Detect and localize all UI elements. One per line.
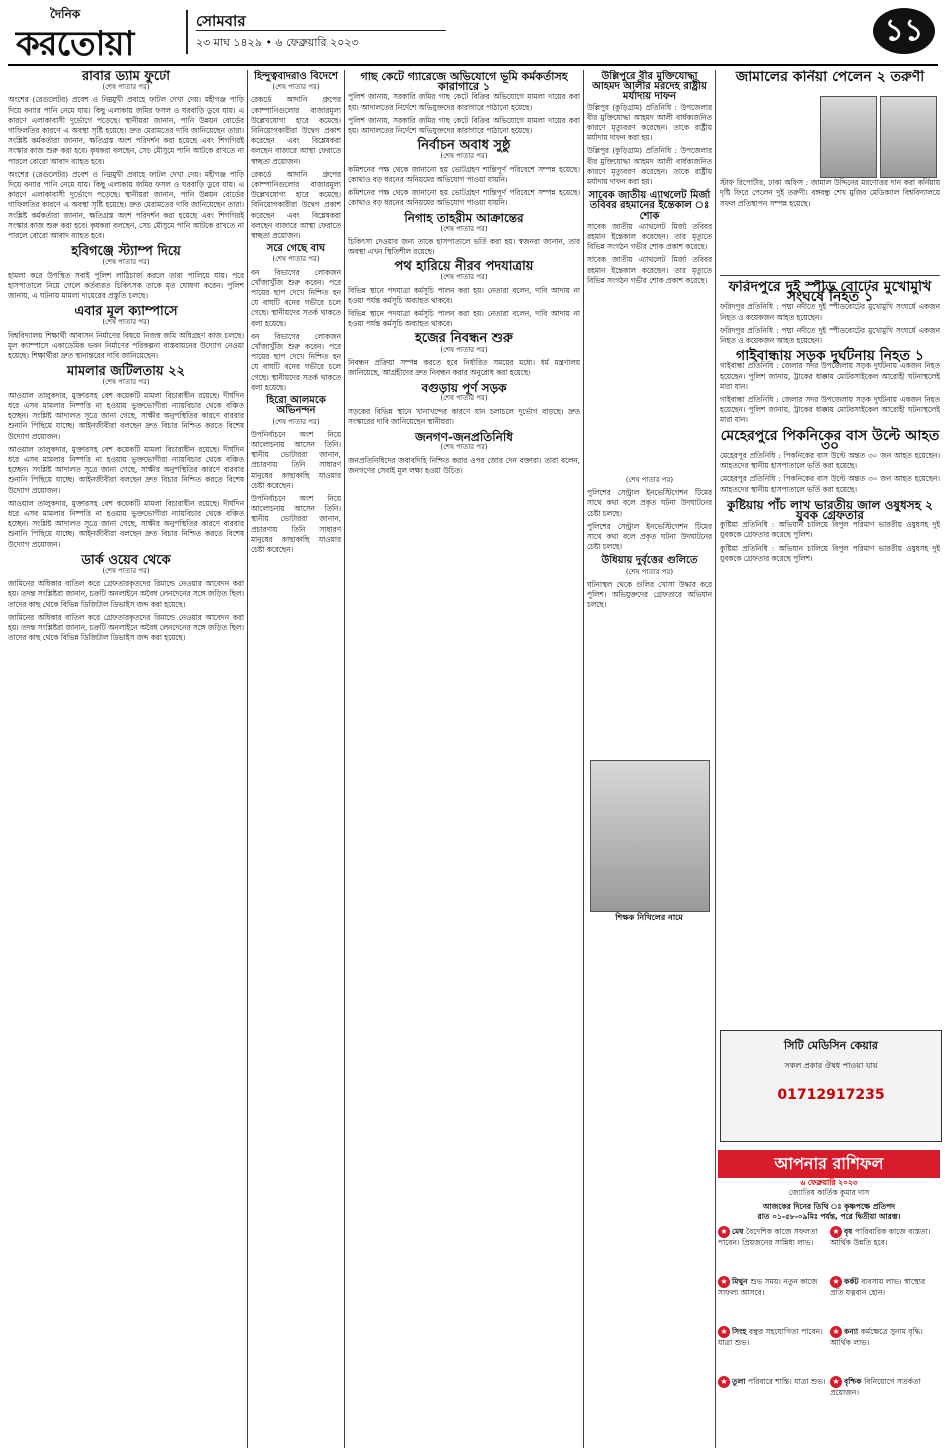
article-body: বিভিন্ন স্থানে পদযাত্রা কর্মসূচি পালন করা হয়। নেতারা বলেন, দাবি আদায় না হওয়া পর্যন্ত কর্মসূচি অব্যাহত থাকবে। (348, 309, 580, 329)
column-3 (348, 70, 580, 1448)
article-body: বন বিভাগের লোকজন খোঁজাখুঁজি শুরু করেন। পরে পায়ের ছাপ দেখে নিশ্চিত হন যে বাঘটি বনের গভীরে চলে গেছে। স্থানীয়দের সতর্ক থাকতে বলা হয়েছে। (251, 331, 341, 392)
article-body: আওয়াল তালুকদার, মুক্তারসহ বেশ কয়েকটি মামলা বিচারাধীন রয়েছে। দীর্ঘদিন ধরে এসব মামলার নিষ্পত্তি না হওয়ায় ভুক্তভোগীরা ন্যায়বিচার থেকে বঞ্চিত হচ্ছেন। সংশ্লিষ্ট আদালত সূত্রে জানা গেছে, সাক্ষীর অনুপস্থিতির কারণে বারবার শুনানি পিছিয়ে যাচ্ছে। আইনজীবীরা বলছেন দ্রুত বিচার নিশ্চিত করতে বিশেষ উদ্যোগ প্রয়োজন। (8, 498, 244, 549)
article-sub: (শেষ পাতার পর) (102, 318, 150, 327)
article-title: ফরিদপুরে দুই স্পীড বোটের মুখোমুখি সংঘর্ষে নিহত ১ (728, 280, 932, 306)
column-2 (251, 70, 341, 1448)
article-body: আওয়াল তালুকদার, মুক্তারসহ বেশ কয়েকটি মামলা বিচারাধীন রয়েছে। দীর্ঘদিন ধরে এসব মামলার নিষ্পত্তি না হওয়ায় ভুক্তভোগীরা ন্যায়বিচার থেকে বঞ্চিত হচ্ছেন। সংশ্লিষ্ট আদালত সূত্রে জানা গেছে, সাক্ষীর অনুপস্থিতির কারণে বারবার শুনানি পিছিয়ে যাচ্ছে। আইনজীবীরা বলছেন দ্রুত বিচার নিশ্চিত করতে বিশেষ উদ্যোগ প্রয়োজন। (8, 390, 244, 441)
article-title: উল্লিপুরে বীর মুক্তিযোদ্ধা আহমদ আলীর মরদেহ রাষ্ট্রীয় মর্যাদায় দাফন (592, 71, 707, 103)
article-body: মেহেরপুর প্রতিনিধি : পিকনিকের বাস উল্টে অন্তত ৩০ জন আহত হয়েছেন। আহতদের স্থানীয় হাসপাতালে ভর্তি করা হয়েছে। (720, 474, 940, 494)
zodiac-icon: ★ (830, 1226, 842, 1238)
sign-text: বৈদেশিক কাজে সফলতা পাবেন। প্রিয়জনের সান্নিধ্য লাভ। (718, 1227, 818, 1247)
article-body: ফরিদপুর প্রতিনিধি : পদ্মা নদীতে দুই স্পীডবোটের মুখোমুখি সংঘর্ষে একজন নিহত ও কয়েকজন আহত হয়েছেন। (720, 325, 940, 346)
masthead (0, 0, 945, 62)
horoscope-date: ৬ ফেব্রুয়ারি ২০২৩ (800, 1178, 858, 1187)
horoscope-tithi: আজকের দিনের তিথি ঃ কৃষ্ণপক্ষে প্রতিপদ (762, 1202, 896, 1211)
article-title: জামালের কর্নিয়া পেলেন ২ তরুণী (735, 70, 925, 85)
article-title: মেহেরপুরে পিকনিকের বাস উল্টে আহত ৩০ (720, 427, 940, 454)
article-title: গাছ কেটে গ্যারেজে অভিযোগে ভূমি কর্মকর্তাসহ কারাগারে ১ (360, 70, 568, 94)
article-body: উল্লিপুর (কুড়িগ্রাম) প্রতিনিধি : উপজেলার বীর মুক্তিযোদ্ধা আহমদ আলী বার্ধক্যজনিত কারণে মৃত্যুবরণ করেছেন। তাকে রাষ্ট্রীয় মর্যাদায় দাফন করা হয়। (587, 102, 712, 143)
sign-text: ব্যবসায় লাভ। স্বাস্থ্যের প্রতি যত্নবান হোন। (830, 1277, 926, 1297)
article-title: নিগাহ তাহরীম আক্রান্তের (404, 211, 524, 226)
article-body: পুলিশ জানায়, সরকারি জমির গাছ কেটে বিক্রির অভিযোগে মামলা দায়ের করা হয়। আদালতের নির্দেশে অভিযুক্তদের কারাগারে পাঠানো হয়েছে। (348, 115, 580, 136)
article-body: চিকিৎসা দেওয়ার জন্য তাকে হাসপাতালে ভর্তি করা হয়। স্বজনরা জানান, তার অবস্থা এখন স্থিতিশীল রয়েছে। (348, 236, 580, 257)
article-body: পুলিশের সেন্ট্রাল ইনভেস্টিগেশন টিমের সাথে কথা বলে প্রকৃত ঘটনা উদঘাটনের চেষ্টা চলছে। (587, 521, 712, 552)
article-body: কমিশনের পক্ষ থেকে জানানো হয় ভোটগ্রহণ শান্তিপূর্ণ পরিবেশে সম্পন্ন হয়েছে। কোথাও বড় ধরনের অনিয়মের অভিযোগ পাওয়া যায়নি। (348, 188, 580, 208)
article-body: সাবেক জাতীয় এ্যাথলেট মির্জা তবিবর রহমান ইন্তেকাল করেছেন। তার মৃত্যুতে বিভিন্ন সংগঠন গভীর শোক প্রকাশ করেছে। (587, 255, 712, 285)
article-sub: (শেষ পাতার পর) (625, 476, 674, 485)
article-body: বিভিন্ন স্থানে পদযাত্রা কর্মসূচি পালন করা হয়। নেতারা বলেন, দাবি আদায় না হওয়া পর্যন্ত কর্মসূচি অব্যাহত থাকবে। (348, 285, 580, 305)
sign-text: বন্ধুর সহযোগিতা পাবেন। যাত্রা শুভ। (718, 1327, 823, 1347)
article-sub: (শেষ পাতার পর) (102, 378, 150, 387)
article-body: আওয়াল তালুকদার, মুক্তারসহ বেশ কয়েকটি মামলা বিচারাধীন রয়েছে। দীর্ঘদিন ধরে এসব মামলার নিষ্পত্তি না হওয়ায় ভুক্তভোগীরা ন্যায়বিচার থেকে বঞ্চিত হচ্ছেন। সংশ্লিষ্ট আদালত সূত্রে জানা গেছে, সাক্ষীর অনুপস্থিতির কারণে বারবার শুনানি পিছিয়ে যাচ্ছে। আইনজীবীরা বলছেন দ্রুত বিচার নিশ্চিত করতে বিশেষ উদ্যোগ প্রয়োজন। (8, 444, 244, 495)
article-title: সাবেক জাতীয় এ্যাথলেট মির্জা তবিবর রহমানের ইন্তেকাল ঃ শোক (588, 190, 711, 222)
article-title: ডার্ক ওয়েব থেকে (81, 552, 171, 568)
article-sub: (শেষ পাতার পর) (440, 273, 488, 282)
article-body: মেহেরপুর প্রতিনিধি : পিকনিকের বাস উল্টে অন্তত ৩০ জন আহত হয়েছেন। আহতদের স্থানীয় হাসপাতালে ভর্তি করা হয়েছে। (720, 451, 940, 471)
article-sub: (শেষ পাতার পর) (440, 152, 488, 161)
masthead-bottom-rule (8, 64, 938, 66)
ad-phone: 01712917235 (777, 1087, 885, 1103)
article-body: হামলা করে উপস্থিত সবাই পুলিশ লাঠিচার্জ করলে তারা পালিয়ে যায়। পরে হাসপাতালে নিয়ে গেলে কর্তব্যরত চিকিৎসক তাকে মৃত ঘোষণা করেন। পুলিশ জানায়, এ ঘটনায় মামলা দায়েরের প্রস্তুতি চলছে। (8, 270, 244, 301)
zodiac-icon: ★ (830, 1326, 842, 1338)
newspaper-logo (12, 6, 180, 64)
article-body: জামিনের অধিকার বাতিল করে গ্রেফতারকৃতদের রিমান্ডে নেওয়ার আবেদন করা হয়। তদন্ত সংশ্লিষ্টরা জানান, চক্রটি অনলাইনে অবৈধ লেনদেনের সঙ্গে জড়িত ছিল। তাদের কাছ থেকে বিভিন্ন ডিজিটাল ডিভাইস জব্দ করা হয়েছে। (8, 579, 244, 609)
sign-text: পারিবারিক কাজে ব্যস্ততা। আর্থিক উন্নতি হবে। (830, 1227, 931, 1247)
horoscope-sign (718, 1376, 828, 1440)
article-sub: (শেষ পাতার পর) (102, 258, 150, 267)
article-title: বগুড়ায় পূর্ণ সড়ক (421, 381, 507, 396)
article-body: জামিনের অধিকার বাতিল করে গ্রেফতারকৃতদের রিমান্ডে নেওয়ার আবেদন করা হয়। তদন্ত সংশ্লিষ্টরা জানান, চক্রটি অনলাইনে অবৈধ লেনদেনের সঙ্গে জড়িত ছিল। তাদের কাছ থেকে বিভিন্ন ডিজিটাল ডিভাইস জব্দ করা হয়েছে। (8, 612, 244, 643)
horoscope-section (718, 1178, 940, 1448)
article-sub: (শেষ পাতার পর) (440, 443, 488, 452)
article-sub: (শেষ পাতার পর) (440, 345, 488, 354)
sign-text: শুভ সময়। নতুন কাজে সাফল্য আসবে। (718, 1277, 818, 1297)
sign-name: বৃশ্চিক (844, 1377, 865, 1386)
horoscope-header: আপনার রাশিফল (718, 1150, 940, 1178)
article-title: হিরো আলমকে অভিনন্দন (266, 395, 326, 417)
advertisement (720, 1030, 942, 1142)
article-sub: (শেষ পাতার পর) (272, 83, 320, 92)
article-body: বিশ্ববিদ্যালয় শিক্ষার্থী আবাসন নির্মাণের বিষয়ে নিজস্ব জমি অধিগ্রহণ কাজ চলছে। মূল ক্যাম্পাসে একাডেমিক ভবন নির্মাণের পরিকল্পনা বাস্তবায়নের উদ্যোগ নেওয়া হয়েছে। শিক্ষার্থীরা দ্রুত স্থানান্তরের দাবি জানিয়েছেন। (8, 330, 244, 361)
logo-small-text: দৈনিক (50, 7, 81, 21)
article-body: গাইবান্ধা প্রতিনিধি : জেলার সদর উপজেলায় সড়ক দুর্ঘটনায় একজন নিহত হয়েছেন। পুলিশ জানায়, ট্রাকের ধাক্কায় মোটরসাইকেল আরোহী ঘটনাস্থলেই মারা যান। (720, 395, 940, 425)
article-title: কুষ্টিয়ায় পাঁচ লাখ ভারতীয় জাল ওষুধসহ ২ যুবক গ্রেফতার (726, 497, 933, 523)
article-body: রেকর্ডে আদানি গ্রুপের কোম্পানিগুলোর বাজারমূল্য উল্লেখযোগ্য হারে কমেছে। বিনিয়োগকারীরা উদ্বেগ প্রকাশ করেছেন এবং বিশ্লেষকরা বলছেন বাজারে আস্থা ফেরাতে স্বচ্ছতা প্রয়োজন। (251, 95, 341, 166)
zodiac-icon: ★ (830, 1276, 842, 1288)
horoscope-tithi-2: রাত ০১-৫৮-০৯মিঃ পর্যন্ত, পরে দ্বিতীয়া আরম্ভ। (757, 1212, 901, 1221)
article-body: উপনির্বাচনে অংশ নিয়ে আলোচনায় আসেন তিনি। স্থানীয় ভোটাররা জানান, প্রচারণায় তিনি সাধারণ মানুষের কাছাকাছি যাওয়ার চেষ্টা করেছেন। (251, 493, 341, 554)
article-body: ঘটনাস্থল থেকে গুলির খোসা উদ্ধার করে পুলিশ। অভিযুক্তদের গ্রেফতারে অভিযান চলছে। (587, 579, 712, 610)
column-divider (247, 70, 248, 1448)
sign-name: মেষ (732, 1227, 746, 1236)
article-body: উপনির্বাচনে অংশ নিয়ে আলোচনায় আসেন তিনি। স্থানীয় ভোটাররা জানান, প্রচারণায় তিনি সাধারণ মানুষের কাছাকাছি যাওয়ার চেষ্টা করেছেন। (251, 429, 341, 490)
column-4 (587, 70, 712, 1448)
sign-text: কর্মক্ষেত্রে সুনাম বৃদ্ধি। আর্থিক লাভ। (830, 1327, 923, 1347)
sign-name: কর্কট (844, 1277, 862, 1286)
article-title: হজের নিবন্ধন শুরু (415, 331, 513, 347)
article-body: ফরিদপুর প্রতিনিধি : পদ্মা নদীতে দুই স্পীডবোটের মুখোমুখি সংঘর্ষে একজন নিহত ও কয়েকজন আহত হয়েছেন। (720, 302, 940, 322)
article-body: সড়কের বিভিন্ন স্থানে খানাখন্দের কারণে যান চলাচলে দুর্ভোগ বাড়ছে। দ্রুত সংস্কারের দাবি জানিয়েছেন স্থানীয়রা। (348, 406, 580, 426)
article-body: পুলিশ জানায়, সরকারি জমির গাছ কেটে বিক্রির অভিযোগে মামলা দায়ের করা হয়। আদালতের নির্দেশে অভিযুক্তদের কারাগারে পাঠানো হয়েছে। (348, 92, 580, 112)
article-title: মামলার জটিলতায় ২২ (66, 364, 186, 380)
article-body: সাবেক জাতীয় এ্যাথলেট মির্জা তবিবর রহমান ইন্তেকাল করেছেন। তার মৃত্যুতে বিভিন্ন সংগঠন গভীর শোক প্রকাশ করেছে। (587, 221, 712, 252)
article-sub: (শেষ পাতার পর) (272, 417, 320, 426)
column-1 (8, 70, 244, 1448)
sign-name: বৃষ (844, 1227, 855, 1236)
masthead-divider (186, 10, 188, 54)
article-body: বন বিভাগের লোকজন খোঁজাখুঁজি শুরু করেন। পরে পায়ের ছাপ দেখে নিশ্চিত হন যে বাঘটি বনের গভীরে চলে গেছে। স্থানীয়দের সতর্ক থাকতে বলা হয়েছে। (251, 267, 341, 328)
article-title: এবার মূল ক্যাম্পাসে (74, 304, 178, 320)
sign-name: সিংহ (732, 1327, 749, 1336)
person-photo (590, 760, 710, 912)
zodiac-icon: ★ (718, 1226, 730, 1238)
woman-photo (880, 96, 937, 178)
article-body: নিবন্ধন প্রক্রিয়া সম্পন্ন করতে হবে নির্ধারিত সময়ের মধ্যে। ধর্ম মন্ত্রণালয় জানিয়েছে, আগ্রহীদের দ্রুত নিবন্ধন করার অনুরোধ করা হয়েছে। (348, 357, 580, 378)
article-body: কমিশনের পক্ষ থেকে জানানো হয় ভোটগ্রহণ শান্তিপূর্ণ পরিবেশে সম্পন্ন হয়েছে। কোথাও বড় ধরনের অনিয়মের অভিযোগ পাওয়া যায়নি। (348, 164, 580, 184)
column-divider (715, 70, 716, 1448)
article-title: নির্বাচন অবাধ সুষ্ঠু (417, 138, 511, 154)
logo-big-text: করতোয়া (16, 24, 134, 64)
woman-photo (820, 96, 877, 178)
article-title: জনগণ-জনপ্রতিনিধি (414, 430, 514, 445)
masthead-date: ২৩ মাঘ ১৪২৯ • ৬ ফেব্রুয়ারি ২০২৩ (196, 36, 359, 49)
zodiac-icon: ★ (718, 1326, 730, 1338)
article-body: অংশের (রেগুলেটর) প্রবেশ ও নিম্নমুখী প্রবাহে ফাটল দেখা দেয়। মহীগঞ্জ পাড়ি দিয়ে বন্যার পানি নেমে যায়। কিছু এলাকায় জমির ফসল ও ঘরবাড়ি ডুবে যায়। এ কারণে এলাকাবাসী দুর্ভোগে পড়েছে। স্থানীয়রা জানান, পানি উন্নয়ন বোর্ডের গাফিলতির কারণে এ অবস্থা সৃষ্টি হয়েছে। দ্রুত মেরামতের দাবি জানিয়েছেন তারা। সংশ্লিষ্ট কর্মকর্তারা জানান, ক্ষতিগ্রস্ত অংশ পরিদর্শন করা হয়েছে এবং শিগগিরই সংস্কার কাজ শুরু করা হবে। কৃষকরা বলছেন, সেচ মৌসুমে পানি আটকে রাখতে না পারলে বোরো আবাদ ব্যাহত হবে। (8, 95, 244, 166)
section-rule (720, 275, 940, 276)
horoscope-signs (718, 1226, 940, 1426)
zodiac-icon: ★ (830, 1376, 842, 1388)
ad-subtitle: সকল প্রকার ঔষধ পাওয়া যায় (784, 1061, 878, 1070)
article-sub: (শেষ পাতার পর) (440, 224, 488, 233)
masthead-rule (196, 30, 446, 31)
article-title: হবিগঞ্জে স্ট্যাম্প দিয়ে (71, 244, 181, 260)
article-sub: (শেষ পাতার পর) (625, 567, 674, 576)
article-sub: (শেষ পাতার পর) (272, 255, 320, 264)
article-sub: (শেষ পাতার পর) (102, 83, 150, 92)
ad-title: সিটি মেডিসিন কেয়ার (784, 1039, 878, 1052)
photo-spacer (587, 289, 712, 475)
article-title: পথ হারিয়ে নীরব পদযাত্রায় (394, 259, 534, 275)
sign-text: পরিবারে শান্তি। যাত্রা শুভ। (748, 1377, 826, 1386)
sign-name: মিথুন (732, 1277, 751, 1286)
column-divider (583, 70, 584, 1448)
column-divider (344, 70, 345, 1448)
article-body: কুষ্টিয়া প্রতিনিধি : অভিযান চালিয়ে বিপুল পরিমাণ ভারতীয় ওষুধসহ দুই যুবককে গ্রেফতার করেছে পুলিশ। (720, 543, 940, 563)
sign-name: কন্যা (844, 1327, 861, 1336)
horoscope-author: জ্যোতিষ কার্তিক কুমার দাস (788, 1188, 870, 1197)
page-number: ১১ (873, 8, 935, 54)
article-body: রেকর্ডে আদানি গ্রুপের কোম্পানিগুলোর বাজারমূল্য উল্লেখযোগ্য হারে কমেছে। বিনিয়োগকারীরা উদ্বেগ প্রকাশ করেছেন এবং বিশ্লেষকরা বলছেন বাজারে আস্থা ফেরাতে স্বচ্ছতা প্রয়োজন। (251, 169, 341, 241)
article-body: অংশের (রেগুলেটর) প্রবেশ ও নিম্নমুখী প্রবাহে ফাটল দেখা দেয়। মহীগঞ্জ পাড়ি দিয়ে বন্যার পানি নেমে যায়। কিছু এলাকায় জমির ফসল ও ঘরবাড়ি ডুবে যায়। এ কারণে এলাকাবাসী দুর্ভোগে পড়েছে। স্থানীয়রা জানান, পানি উন্নয়ন বোর্ডের গাফিলতির কারণে এ অবস্থা সৃষ্টি হয়েছে। দ্রুত মেরামতের দাবি জানিয়েছেন তারা। সংশ্লিষ্ট কর্মকর্তারা জানান, ক্ষতিগ্রস্ত অংশ পরিদর্শন করা হয়েছে এবং শিগগিরই সংস্কার কাজ শুরু করা হবে। কৃষকরা বলছেন, সেচ মৌসুমে পানি আটকে রাখতে না পারলে বোরো আবাদ ব্যাহত হবে। (8, 169, 244, 241)
sign-text: বিনিয়োগে সতর্কতা প্রয়োজন। (830, 1377, 921, 1397)
article-body: উল্লিপুর (কুড়িগ্রাম) প্রতিনিধি : উপজেলার বীর মুক্তিযোদ্ধা আহমদ আলী বার্ধক্যজনিত কারণে মৃত্যুবরণ করেছেন। তাকে রাষ্ট্রীয় মর্যাদায় দাফন করা হয়। (587, 146, 712, 187)
article-title: রাবার ড্যাম ফুটো (81, 70, 171, 84)
article-title: হিন্দুত্ববাদরাও বিদেশে (254, 71, 338, 82)
article-sub: (শেষ পাতার পর) (102, 566, 150, 575)
article-body: পুলিশের সেন্ট্রাল ইনভেস্টিগেশন টিমের সাথে কথা বলে প্রকৃত ঘটনা উদঘাটনের চেষ্টা চলছে। (587, 488, 712, 518)
horoscope-sign (830, 1376, 940, 1440)
article-body: জনপ্রতিনিধিদের জবাবদিহি নিশ্চিত করার ওপর জোর দেন বক্তারা। তারা বলেন, জনগণের সেবাই মূল লক্ষ্য হওয়া উচিত। (348, 455, 580, 475)
masthead-day: সোমবার (196, 12, 246, 30)
article-title: উধিয়ায় দুর্বৃত্তের গুলিতে (601, 555, 698, 567)
article-body: গাইবান্ধা প্রতিনিধি : জেলার সদর উপজেলায় সড়ক দুর্ঘটনায় একজন নিহত হয়েছেন। পুলিশ জানায়, ট্রাকের ধাক্কায় মোটরসাইকেল আরোহী ঘটনাস্থলেই মারা যান। (720, 361, 940, 391)
article-body: স্টাফ রিপোর্টার, ঢাকা অফিস : জামাল উদ্দিনের মরণোত্তর দান করা কর্নিয়ায় দৃষ্টি ফিরে পেলেন দুই তরুণী। বঙ্গবন্ধু শেখ মুজিব মেডিক্যাল বিশ্ববিদ্যালয়ে সফল প্রতিস্থাপন সম্পন্ন হয়েছে। (720, 178, 940, 208)
photo-caption: শিক্ষক নিখিলের নামে (615, 913, 683, 922)
sign-name: তুলা (732, 1377, 749, 1386)
zodiac-icon: ★ (718, 1276, 730, 1288)
article-sub: (শেষ পাতার পর) (440, 394, 488, 403)
article-title: গাইবান্ধায় সড়ক দুর্ঘটনায় নিহত ১ (736, 348, 924, 365)
article-body: কুষ্টিয়া প্রতিনিধি : অভিযান চালিয়ে বিপুল পরিমাণ ভারতীয় ওষুধসহ দুই যুবককে গ্রেফতার করেছে পুলিশ। (720, 520, 940, 540)
zodiac-icon: ★ (718, 1376, 730, 1388)
column-5-main (720, 280, 940, 1140)
article-title: সরে গেছে বাঘ (266, 243, 326, 255)
